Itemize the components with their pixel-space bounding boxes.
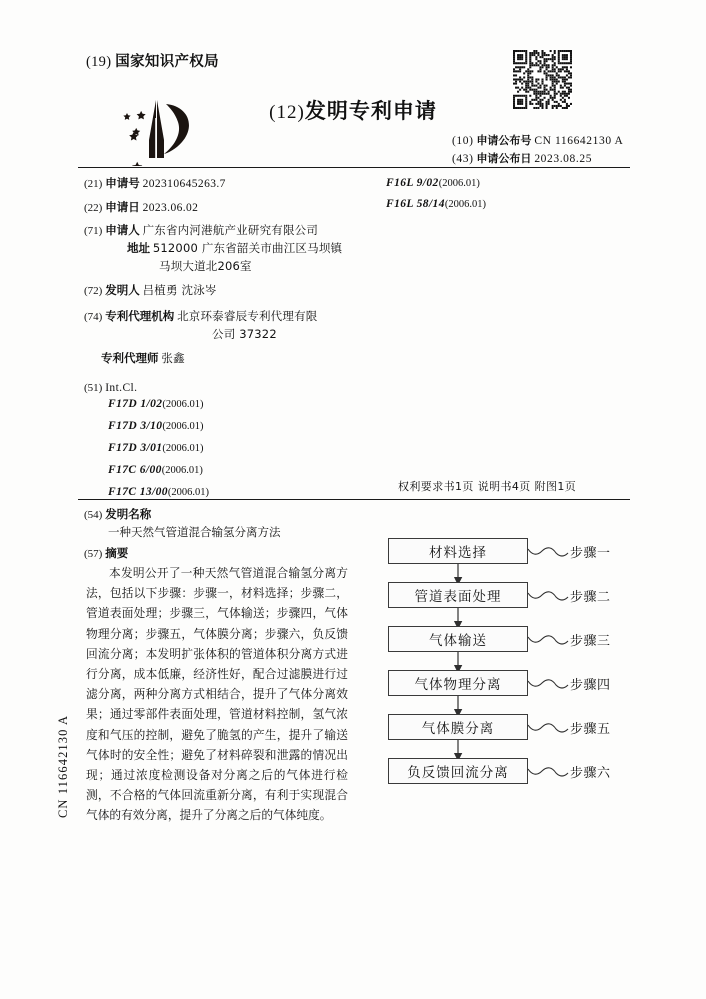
office-tag: (19) [86,54,112,70]
flow-step-label: 步骤二 [570,590,611,605]
abstract-tag: (57) [84,548,103,560]
app-date-tag: (22) [84,202,103,214]
field-ipc [84,380,137,397]
field-invention-title [84,506,151,524]
title-tag: (54) [84,509,103,521]
attorney-label: 专利代理师 [101,351,159,365]
agency-value-line-2: 公司 37322 [212,327,277,341]
field-agency [84,308,317,326]
ipc-code: F17D 3/10 [108,420,163,432]
address-line-2-row [159,258,252,276]
office-name: 国家知识产权局 [115,54,219,70]
side-publication-code: CN 116642130 A [56,714,70,818]
ipc-code: F16L 9/02 [386,177,439,189]
flow-step-label: 步骤一 [570,546,611,561]
ipc-version: (2006.01) [162,421,204,432]
divider-header [78,167,630,168]
pub-no-tag: (10) [452,135,474,147]
app-no-tag: (21) [84,178,103,190]
ipc-code: F17D 1/02 [108,398,163,410]
ipc-code-row [108,396,204,413]
app-date-label: 申请日 [105,200,140,214]
ipc-code-row [108,418,204,435]
ipc-version: (2006.01) [438,178,480,189]
field-abstract [84,545,128,563]
pub-date-label: 申请公布日 [476,152,532,165]
doc-type-tag: (12) [269,102,305,123]
flow-step-box: 气体膜分离 [388,714,528,740]
flow-step-label: 步骤四 [570,678,611,693]
applicant-value: 广东省内河港航产业研究有限公司 [142,223,319,237]
attorney-value: 张鑫 [161,351,185,365]
ipc-version: (2006.01) [162,399,204,410]
app-no-value: 202310645263.7 [142,178,226,190]
field-address [127,240,342,258]
field-applicant [84,222,318,240]
flow-step-box: 负反馈回流分离 [388,758,528,784]
ipc-code: F17C 6/00 [108,464,162,476]
ipc-version: (2006.01) [162,443,204,454]
flow-step-box: 管道表面处理 [388,582,528,608]
ipc-code-row [386,196,486,213]
ipc-code-row [108,440,204,457]
agency-value-line-2-row [212,326,277,344]
address-line-2: 马坝大道北206室 [159,259,252,273]
publication-date [452,150,592,166]
ipc-label: Int.Cl. [105,382,138,394]
process-flowchart [380,536,630,808]
flow-step-box: 气体物理分离 [388,670,528,696]
ipc-version: (2006.01) [167,487,210,498]
agency-tag: (74) [84,311,103,323]
abstract-text: 本发明公开了一种天然气管道混合输氢分离方法，包括以下步骤：步骤一，材料选择；步骤二，管道表面处理；步骤三，气体输送；步骤四，气体物理分离；步骤五，气体膜分离；步骤六，负反馈回流分离；本发明扩张体积的管道体积分离方式进行分离，成本低廉，经济性好，配合过滤膜进行过滤分离，两种分离方式相结合，提升了气体分离效果；通过零部件表面处理，管道材料控制，氢气浓度和气压的控制，避免了脆氢的产生，提升了输送气体时的安全性；避免了材料碎裂和泄露的情况出现；通过浓度检测设备对分离之后的气体进行检测，不合格的气体回流重新分离，有利于实现混合气体的有效分离，提升了分离之后的气体纯度。 [86,566,348,823]
agency-label: 专利代理机构 [105,309,175,323]
flow-step-box: 气体输送 [388,626,528,652]
ipc-tag: (51) [84,382,103,394]
address-line-1: 512000 广东省韶关市曲江区马坝镇 [152,241,343,255]
pub-date-value: 2023.08.25 [534,153,593,165]
abstract-label: 摘要 [105,546,129,560]
document-type-title [0,95,706,125]
applicant-label: 申请人 [105,223,140,237]
pub-no-label: 申请公布号 [476,134,532,147]
ipc-code: F16L 58/14 [386,198,445,210]
ipc-code-row [386,175,480,192]
ipc-version: (2006.01) [161,465,203,476]
pub-date-tag: (43) [452,153,474,165]
ipc-version: (2006.01) [444,199,486,210]
flow-step-label: 步骤三 [570,634,611,649]
flow-step-box: 材料选择 [388,538,528,564]
issuing-office [86,50,219,71]
page-title: 一种天然气管道混合输氢分离方法 [108,525,281,539]
inventor-label: 发明人 [105,283,140,297]
app-date-value: 2023.06.02 [142,202,199,214]
address-label: 地址 [127,241,150,255]
doc-type-label: 发明专利申请 [304,99,437,123]
title-label: 发明名称 [105,507,152,521]
inventor-tag: (72) [84,285,103,297]
divider-abstract [78,499,630,500]
page-count-summary: 权利要求书1页 说明书4页 附图1页 [398,480,577,493]
agency-value: 北京环泰睿辰专利代理有限 [177,309,318,323]
flow-step-label: 步骤六 [570,766,611,781]
app-no-label: 申请号 [105,176,140,190]
flow-step-label: 步骤五 [570,722,611,737]
field-application-number [84,175,226,193]
ipc-code: F17D 3/01 [108,442,163,454]
pub-no-value: CN 116642130 A [534,135,624,147]
publication-number [452,132,623,148]
ipc-code-row [108,462,203,479]
field-inventor [84,282,217,300]
applicant-tag: (71) [84,225,103,237]
field-attorney [101,350,185,368]
ipc-code: F17C 13/00 [108,486,168,498]
field-application-date [84,199,198,217]
inventor-value: 吕植勇 沈泳岑 [142,283,217,297]
